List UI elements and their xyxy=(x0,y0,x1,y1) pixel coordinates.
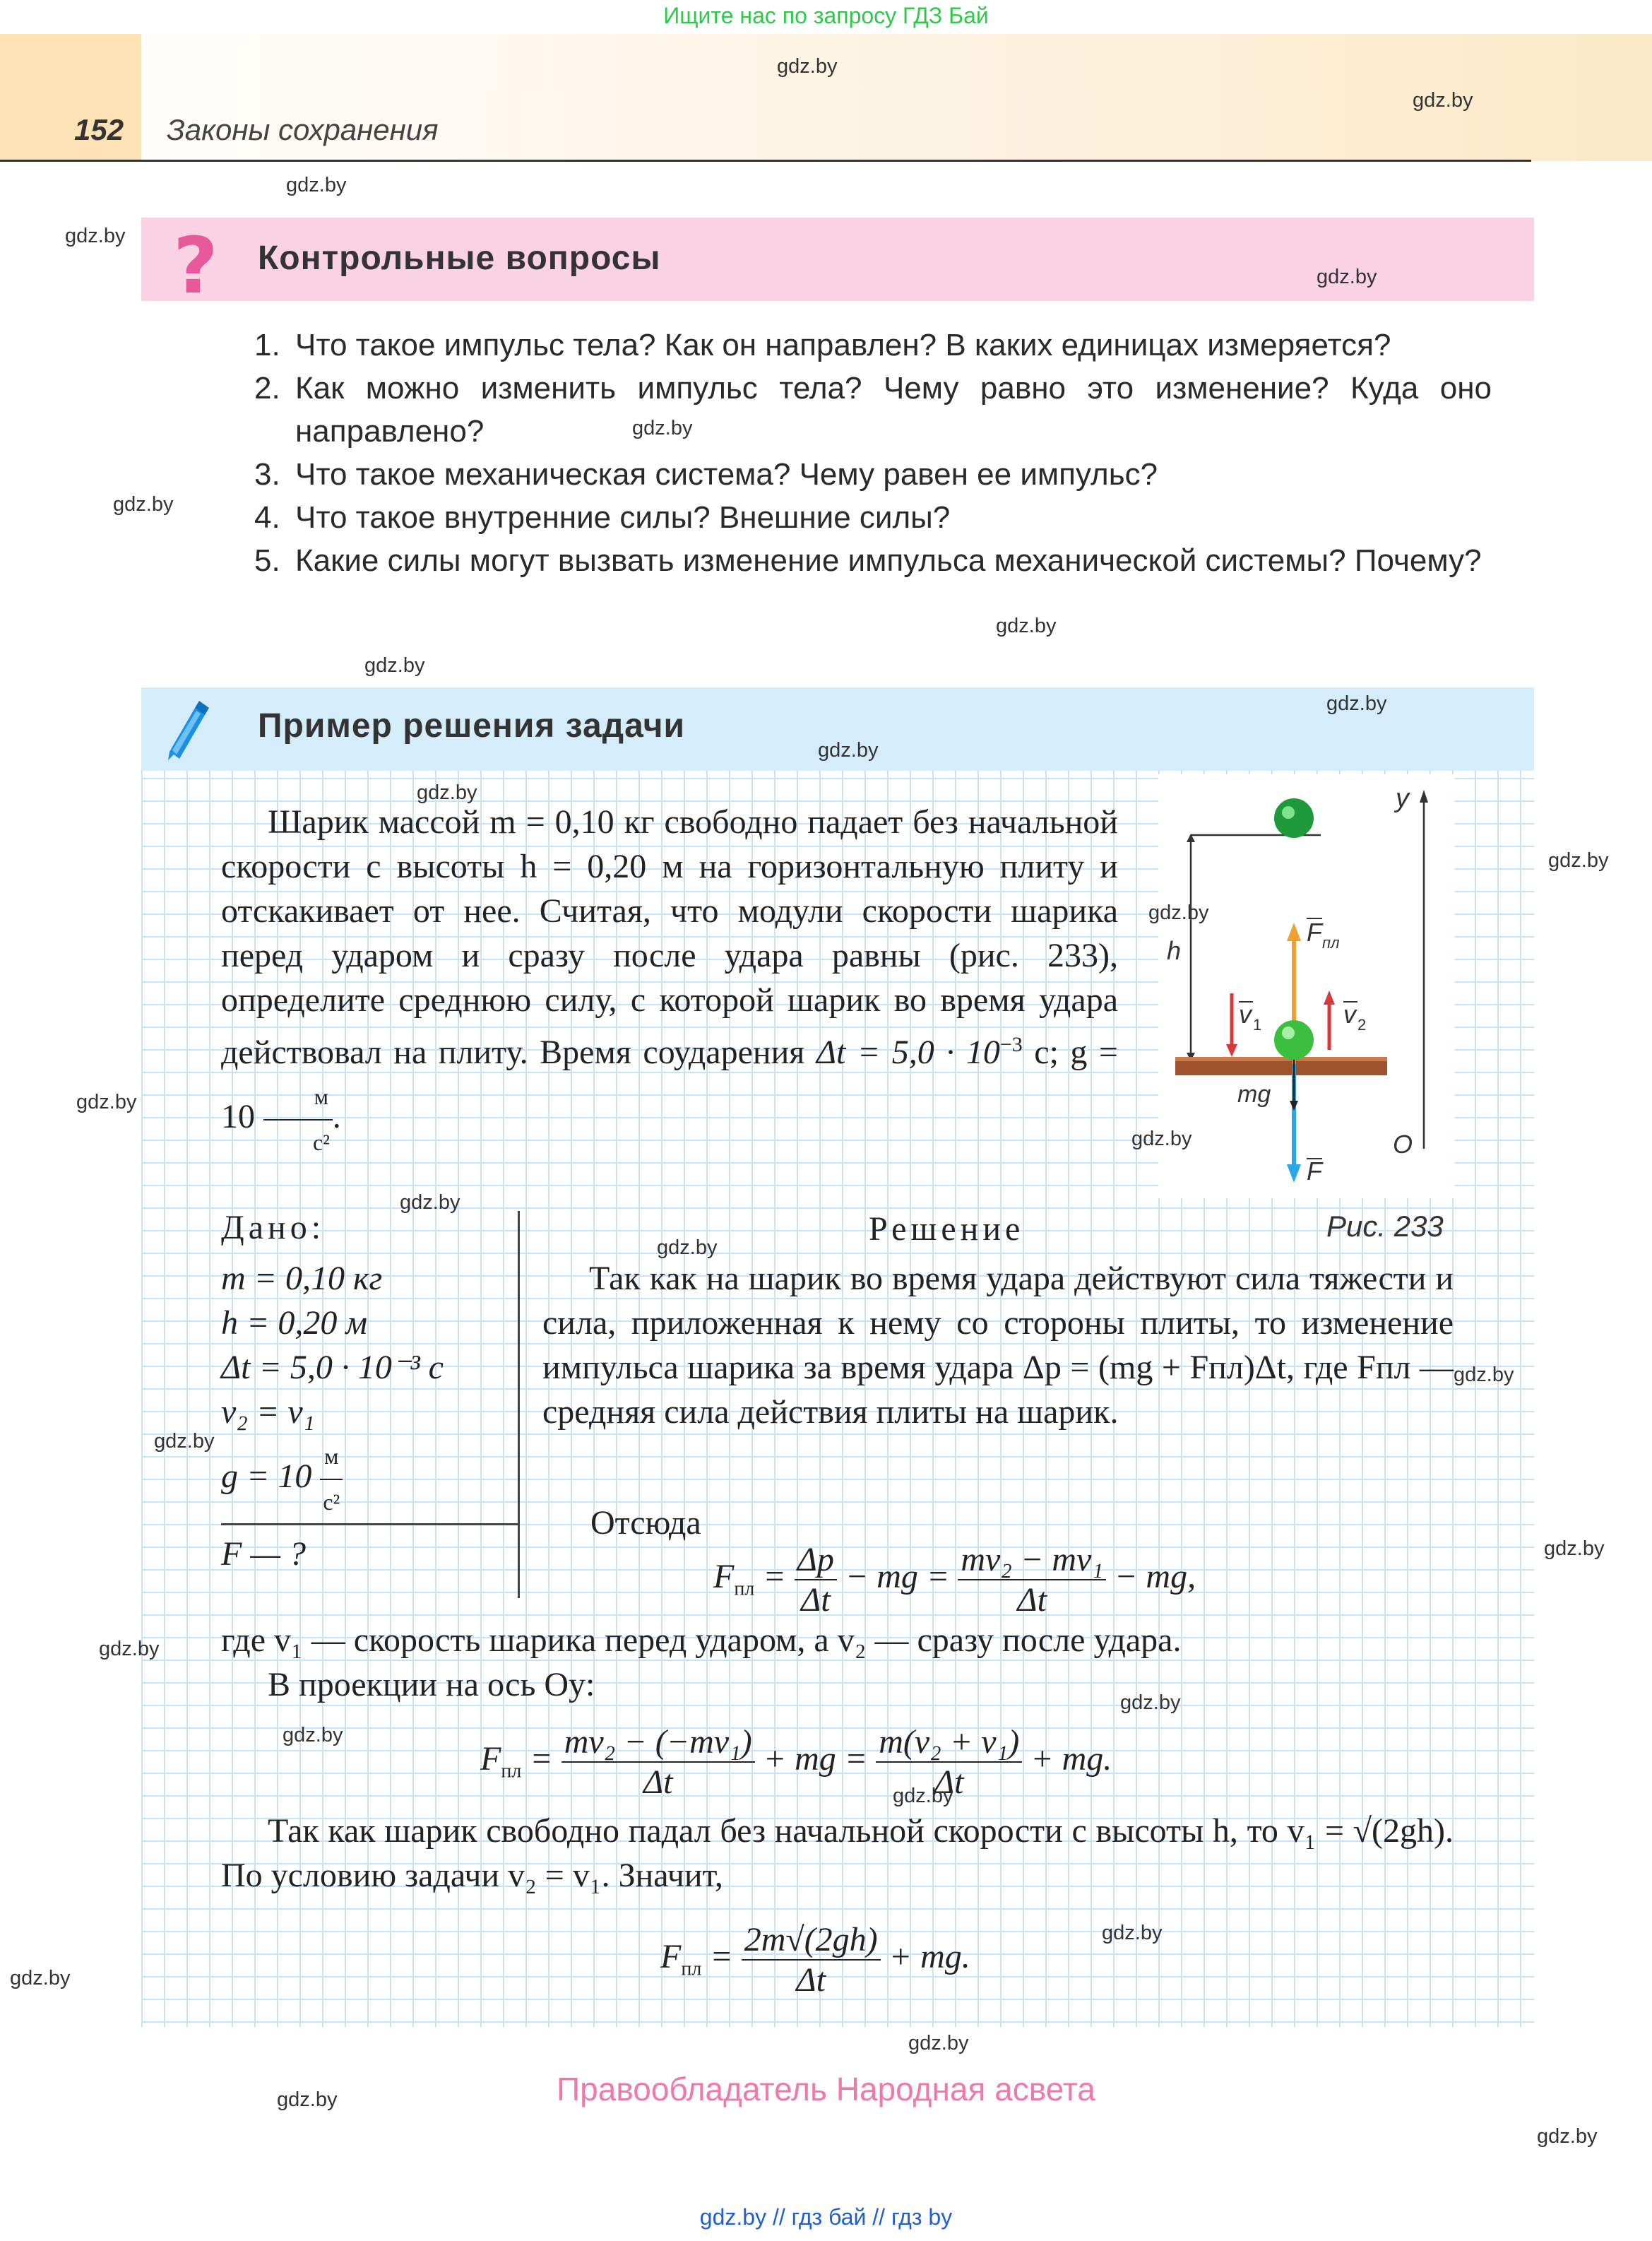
question-number: 5. xyxy=(254,543,280,578)
given-divider-vertical xyxy=(518,1211,520,1598)
watermark: gdz.by xyxy=(417,781,477,804)
list-item xyxy=(254,539,1492,582)
v2-sub: 2 xyxy=(1357,1016,1367,1034)
given-height: h = 0,20 м xyxy=(221,1304,368,1342)
g-unit-numerator: м xyxy=(320,1434,343,1480)
formula-2-sub: пл xyxy=(501,1760,522,1782)
watermark: gdz.by xyxy=(1413,89,1473,112)
g-unit-denominator: с² xyxy=(323,1489,340,1515)
watermark: gdz.by xyxy=(632,417,693,439)
question-number: 2. xyxy=(254,371,280,406)
force-plate-sub: пл xyxy=(1322,934,1340,952)
solution-text-2: где v₁ — скорость шарика перед ударом, а v₂ — сразу после удара. xyxy=(221,1621,1182,1659)
v1-sub: 1 xyxy=(1253,1016,1262,1034)
header-rule xyxy=(0,160,1531,162)
solution-paragraph-2 xyxy=(221,1618,1454,1707)
list-item xyxy=(254,324,1492,367)
formula-1-lhs: F xyxy=(713,1558,735,1596)
bottom-links[interactable]: gdz.by // гдз бай // гдз by xyxy=(699,2204,953,2230)
origin-label: O xyxy=(1393,1130,1413,1159)
formula-1-frac2-num: mv₂ − mv₁ xyxy=(958,1540,1106,1580)
formula-3-sub: пл xyxy=(681,1958,702,1980)
list-item xyxy=(254,367,1492,453)
unit-numerator: м xyxy=(263,1075,333,1120)
figure-233 xyxy=(1158,774,1455,1202)
watermark: gdz.by xyxy=(1544,1537,1605,1560)
question-text: Какие силы могут вызвать изменение импульса механической системы? Почему? xyxy=(295,543,1482,578)
given-g-value: g = 10 xyxy=(221,1457,312,1496)
watermark: gdz.by xyxy=(76,1091,137,1113)
watermark: gdz.by xyxy=(154,1430,215,1453)
running-title: Законы сохранения xyxy=(167,113,439,146)
watermark: gdz.by xyxy=(893,1785,953,1807)
unit-denominator: с² xyxy=(313,1130,330,1155)
task-text: Шарик массой m = 0,10 кг свободно падает без начальной скорости с высоты h = 0,20 м на горизонтальную плиту и отскакивает от нее. Считая, что модули скорости шарика перед ударом и сразу после удара равны (рис. 233), определите среднюю силу, с которой шарик во время удара действовал на плиту. Время соударения $\Delta t = 5,0 \cdot 10^{-3}$ с; g = 10 $\frac{м}{\text{с²}}$ . xyxy=(221,800,1118,1165)
watermark: gdz.by xyxy=(364,654,425,677)
watermark: gdz.by xyxy=(10,1967,71,1989)
task-time: Δt = 5,0 · 10 xyxy=(816,1034,1000,1071)
watermark: gdz.by xyxy=(277,2088,338,2111)
list-item xyxy=(254,496,1492,539)
formula-3: $F_{пл}$ = $\frac{2m√(2gh)}{\Delta t}$ + mg. xyxy=(660,1921,970,1999)
watermark: gdz.by xyxy=(908,2032,969,2054)
list-item xyxy=(254,453,1492,496)
watermark: gdz.by xyxy=(1548,849,1609,872)
watermark: gdz.by xyxy=(65,225,126,247)
solution-paragraph-3 xyxy=(221,1809,1454,1898)
watermark: gdz.by xyxy=(777,55,838,78)
watermark: gdz.by xyxy=(818,739,879,762)
height-label: h xyxy=(1167,936,1182,965)
formula-2-mid: + mg = xyxy=(763,1740,868,1778)
question-text: Как можно изменить импульс тела? Чему равно это изменение? Куда оно направлено? xyxy=(295,371,1492,449)
formula-2-frac1-den: Δt xyxy=(643,1763,673,1801)
watermark: gdz.by xyxy=(996,615,1057,637)
questions-list xyxy=(254,324,1492,582)
find-quantity: F — ? xyxy=(221,1535,306,1573)
formula-3-frac-den: Δt xyxy=(796,1961,826,1999)
formula-2: $F_{пл}$ = $\frac{\text{mv₂ − (−mv₁)}}{\Delta t}$ + mg = $\frac{\text{m(v₂ + v₁)}}{\Delta t}$ + mg. xyxy=(480,1723,1112,1801)
watermark: gdz.by xyxy=(1326,692,1387,715)
figure-caption: Рис. 233 xyxy=(1326,1210,1444,1243)
v2-label: v xyxy=(1343,1000,1356,1029)
v1-label: v xyxy=(1239,1000,1252,1029)
formula-2-frac2-den: Δt xyxy=(934,1763,964,1801)
question-text: Что такое внутренние силы? Внешние силы? xyxy=(295,500,951,535)
question-number: 1. xyxy=(254,328,280,362)
mg-label: mg xyxy=(1237,1081,1271,1108)
solution-text-1: Так как на шарик во время удара действуют сила тяжести и сила, приложенная к нему со стороны плиты, то изменение импульса шарика за время удара Δp = (mg + Fпл)Δt, где Fпл — средняя сила действия плиты на шарик. xyxy=(542,1260,1454,1431)
watermark: gdz.by xyxy=(400,1191,460,1214)
formula-3-end: + mg. xyxy=(889,1938,970,1976)
solution-text-4: Так как шарик свободно падал без начальной скорости с высоты h, то v₁ = √(2gh). По условию задачи v₂ = v₁. Значит, xyxy=(221,1812,1454,1894)
task-body: Шарик массой m = 0,10 кг свободно падает без начальной скорости с высоты h = 0,20 м на горизонтальную плиту и отскакивает от нее. Считая, что модули скорости шарика перед ударом и сразу после удара равны (рис. 233), определите среднюю силу, с которой шарик во время удара действовал на плиту. Время соударения xyxy=(221,803,1118,1071)
given-divider-horizontal xyxy=(221,1523,519,1525)
formula-2-lhs: F xyxy=(480,1740,501,1778)
given-velocity: v₂ = v₁ xyxy=(221,1393,315,1431)
watermark: gdz.by xyxy=(113,493,174,516)
formula-1-frac1-den: Δt xyxy=(801,1581,831,1619)
pencil-icon xyxy=(161,698,210,765)
formula-1-end: − mg, xyxy=(1115,1558,1196,1596)
watermark: gdz.by xyxy=(1131,1128,1192,1150)
formula-1-mid: − mg = xyxy=(845,1558,950,1596)
formula-1-frac1-num: Δp xyxy=(795,1540,837,1580)
formula-3-lhs: F xyxy=(660,1938,682,1976)
force-plate-label: F xyxy=(1307,918,1322,947)
page-number: 152 xyxy=(74,113,124,146)
copyright-footer: Правообладатель Народная асвета xyxy=(557,2071,1095,2107)
questions-title: Контрольные вопросы xyxy=(258,240,661,277)
watermark: gdz.by xyxy=(1537,2125,1598,2148)
watermark: gdz.by xyxy=(1148,901,1209,924)
given-time: Δt = 5,0 · 10⁻³ с xyxy=(221,1349,444,1386)
watermark: gdz.by xyxy=(1317,266,1377,288)
watermark: gdz.by xyxy=(1454,1364,1514,1386)
top-note: Ищите нас по запросу ГДЗ Бай xyxy=(663,3,989,28)
solution-paragraph-1 xyxy=(542,1256,1454,1434)
formula-2-frac1-num: mv₂ − (−mv₁) xyxy=(561,1722,755,1763)
watermark: gdz.by xyxy=(1102,1922,1163,1944)
given-heading: Дано: xyxy=(221,1209,326,1246)
formula-1: $F_{пл}$ = $\frac{\Delta p}{\Delta t}$ − mg = $\frac{\text{mv₂ − mv₁}}{\Delta t}$ − mg, xyxy=(713,1541,1196,1619)
given-mass: m = 0,10 кг xyxy=(221,1260,383,1297)
watermark: gdz.by xyxy=(657,1236,718,1259)
watermark: gdz.by xyxy=(99,1638,160,1660)
watermark: gdz.by xyxy=(286,174,347,196)
example-title: Пример решения задачи xyxy=(258,707,686,745)
question-number: 3. xyxy=(254,457,280,492)
formula-3-frac-num: 2m√(2gh) xyxy=(742,1920,881,1961)
solution-heading: Решение xyxy=(869,1210,1025,1248)
solution-otsyuda: Отсюда xyxy=(590,1504,701,1542)
task-exponent: −3 xyxy=(999,1033,1023,1056)
axis-y-label: y xyxy=(1396,784,1409,813)
force-label: F xyxy=(1307,1157,1322,1185)
question-text: Что такое механическая система? Чему равен ее импульс? xyxy=(295,457,1158,492)
watermark: gdz.by xyxy=(1120,1691,1181,1714)
watermark: gdz.by xyxy=(283,1724,343,1746)
formula-2-end: + mg. xyxy=(1030,1740,1112,1778)
question-number: 4. xyxy=(254,500,280,535)
formula-2-frac2-num: m(v₂ + v₁) xyxy=(876,1722,1022,1763)
question-text: Что такое импульс тела? Как он направлен? В каких единицах измеряется? xyxy=(295,328,1391,362)
formula-1-frac2-den: Δt xyxy=(1017,1581,1047,1619)
task-g: с; g = 10 xyxy=(221,1034,1118,1136)
given-list xyxy=(221,1256,444,1525)
given-gravity xyxy=(221,1434,444,1525)
formula-1-sub: пл xyxy=(734,1578,755,1600)
solution-text-3: В проекции на ось Oy: xyxy=(268,1666,595,1703)
question-mark-icon: ? xyxy=(173,220,218,311)
